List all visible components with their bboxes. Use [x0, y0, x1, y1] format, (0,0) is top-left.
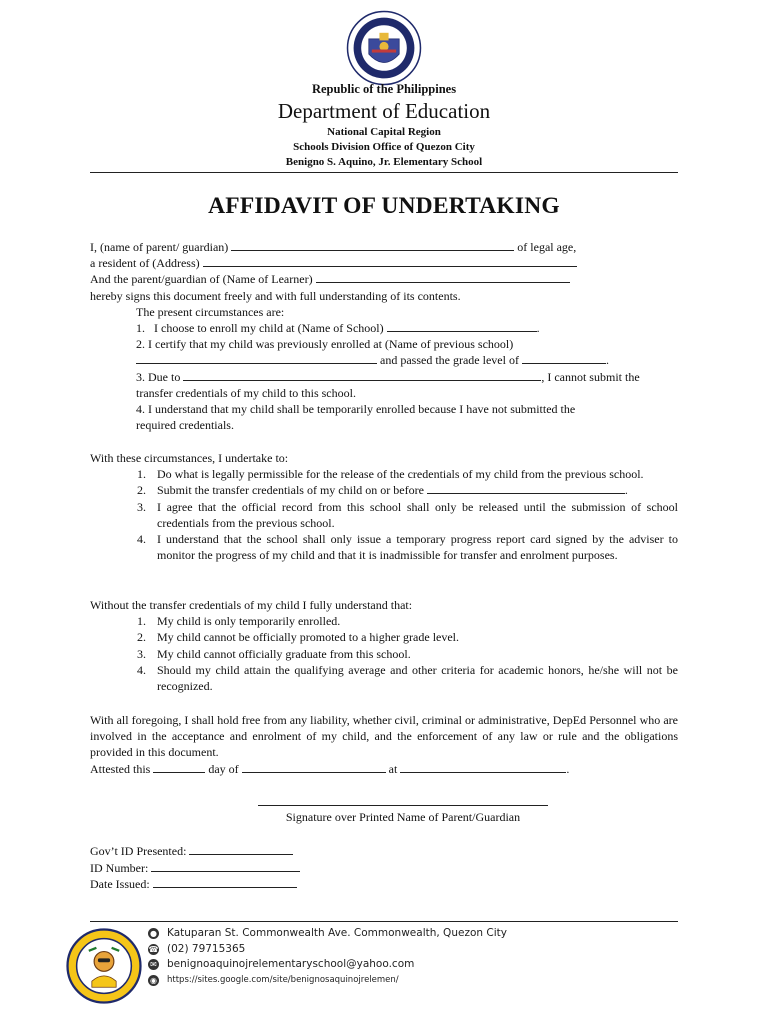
circumstance-4-cont: required credentials. — [136, 418, 234, 433]
affidavit-intro — [90, 239, 678, 433]
attest-place-blank[interactable] — [400, 761, 566, 773]
footer-phone-row: ☎ (02) 79715365 — [148, 942, 246, 955]
footer-website-row: ◉ https://sites.google.com/site/benignosaquinojrelemen/ — [150, 974, 399, 985]
liability-paragraph: With all foregoing, I shall hold free from any liability, whether civil, criminal or administrative, DepEd Personnel who are involved in the acceptance and enrolment of my child, and the enforcement of any law or rule and the obligations provided in this document. — [90, 713, 678, 760]
circumstance-3: 3. Due to , I cannot submit the — [136, 369, 640, 384]
parent-name-line: I, (name of parent/ guardian) of legal age, — [90, 240, 577, 254]
understanding-1: 1. My child is only temporarily enrolled. — [137, 614, 341, 629]
circumstance-3-cont: transfer credentials of my child to this school. — [136, 385, 356, 400]
undertakings-section — [90, 450, 678, 563]
undertaking-3: 3. I agree that the official record from this school shall only be released until the submission of school credentials from the previous school. — [137, 499, 678, 530]
previous-school-blank[interactable] — [136, 352, 377, 364]
signature-line[interactable] — [258, 805, 548, 806]
understandings-heading: Without the transfer credentials of my child I fully understand that: — [90, 598, 413, 612]
learner-name-line: And the parent/guardian of (Name of Learner) — [90, 271, 678, 287]
undertaking-4: 4. I understand that the school shall only issue a temporary progress report card signed by the adviser to monitor the progress of my child and that it is inadmissible for transfer and enrolment purposes. — [137, 531, 678, 563]
understanding-2: 2. My child cannot be officially promoted to a higher grade level. — [137, 630, 460, 645]
address-line: a resident of (Address) — [90, 255, 678, 271]
footer-contact — [148, 926, 507, 988]
undertakings-heading: With these circumstances, I undertake to: — [90, 451, 289, 465]
school-label: Benigno S. Aquino, Jr. Elementary School — [285, 156, 483, 168]
department-heading: Department of Education — [277, 99, 491, 123]
consent-statement: hereby signs this document freely and with full understanding of its contents. — [90, 288, 461, 303]
parent-name-blank[interactable] — [231, 239, 514, 251]
document-title: AFFIDAVIT OF UNDERTAKING — [208, 193, 560, 219]
school-logo — [66, 928, 142, 1004]
attest-day-blank[interactable] — [153, 761, 205, 773]
closing-section — [90, 712, 678, 777]
footer-email-row: ✉ benignoaquinojrelementaryschool@yahoo.com — [148, 957, 507, 973]
reason-blank[interactable] — [183, 369, 541, 381]
office-heading — [0, 125, 768, 170]
understanding-4: 4. Should my child attain the qualifying average and other criteria for academic honors, he/she will not be recognized. — [137, 662, 678, 693]
grade-level-blank[interactable] — [522, 352, 606, 364]
location-icon: ● — [148, 928, 159, 939]
republic-heading: Republic of the Philippines — [311, 82, 457, 96]
circumstances-heading: The present circumstances are: — [136, 304, 285, 319]
gov-id-row: Gov’t ID Presented: — [90, 843, 300, 860]
header-divider — [90, 172, 678, 173]
circumstance-2-cont: and passed the grade level of . — [90, 352, 678, 368]
id-details — [90, 843, 300, 893]
learner-name-blank[interactable] — [316, 271, 570, 283]
signature-caption: Signature over Printed Name of Parent/Guardian — [285, 810, 521, 824]
attest-month-blank[interactable] — [242, 761, 386, 773]
attestation-line: Attested this day of at . — [90, 761, 570, 776]
deped-seal-logo — [346, 10, 422, 86]
phone-icon: ☎ — [148, 944, 159, 954]
id-number-blank[interactable] — [151, 860, 300, 872]
undertaking-2: 2. Submit the transfer credentials of my child on or before . — [137, 483, 628, 498]
globe-icon: ◉ — [148, 975, 159, 986]
footer-address-row: ● Katuparan St. Commonwealth Ave. Commonwealth, Quezon City — [150, 927, 507, 939]
school-name-blank[interactable] — [387, 320, 537, 332]
date-issued-blank[interactable] — [153, 876, 297, 888]
undertaking-1: 1. Do what is legally permissible for the release of the credentials of my child from the previous school. — [137, 467, 644, 482]
date-issued-row: Date Issued: — [90, 876, 300, 893]
circumstance-1: 1. I choose to enroll my child at (Name of School) . — [136, 320, 540, 335]
understandings-section — [90, 597, 678, 694]
circumstance-2: 2. I certify that my child was previously enrolled at (Name of previous school) — [136, 337, 514, 352]
circumstance-4: 4. I understand that my child shall be temporarily enrolled because I have not submitted the — [136, 401, 576, 416]
address-blank[interactable] — [203, 255, 577, 267]
footer-divider — [90, 921, 678, 922]
understanding-3: 3. My child cannot officially graduate from this school. — [137, 646, 411, 661]
email-icon: ✉ — [148, 959, 159, 970]
deadline-blank[interactable] — [427, 482, 625, 494]
gov-id-blank[interactable] — [189, 843, 293, 855]
id-number-row: ID Number: — [90, 860, 300, 877]
division-label: Schools Division Office of Quezon City — [293, 141, 475, 153]
region-label: National Capital Region — [327, 126, 441, 138]
